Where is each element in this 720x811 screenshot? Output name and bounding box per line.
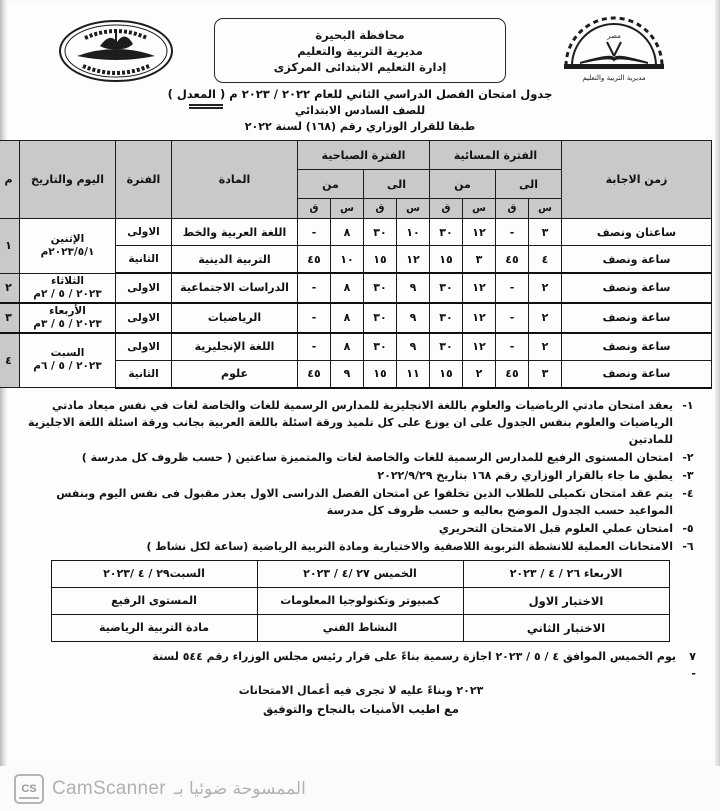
cell-subject: التربية الدينية (172, 246, 298, 274)
cell-morning-from-hour: ٨ (331, 219, 364, 246)
note-item (26, 449, 696, 466)
cell-row-number: ٤ (0, 333, 20, 388)
note-item (26, 485, 696, 519)
cell-answer-time: ساعة ونصف (562, 246, 712, 274)
cell-day: الأربعاء (49, 304, 86, 317)
note-text: الامتحانات العملية للانشطة التربوية اللاصفية والاختيارية ومادة التربية الرياضية (ساعة لكل نشاط ) (146, 539, 673, 553)
practical-table-row (51, 614, 669, 641)
cell-subject: الرياضيات (172, 303, 298, 333)
th-evening-from-minute: ق (430, 199, 463, 219)
exam-table-body (0, 219, 712, 388)
cell-evening-to-hour: ٢ (529, 333, 562, 361)
cell-row-number: ٢ (0, 273, 20, 303)
cell-morning-from-minute: ٤٥ (298, 360, 331, 388)
cell-evening-to-hour: ٢ (529, 303, 562, 333)
th-subject: المادة (172, 141, 298, 219)
cell-period: الثانية (116, 360, 172, 388)
camscanner-watermark (0, 766, 720, 811)
practical-date-header: السبت٢٩ / ٤ /٢٠٢٣ (51, 560, 257, 587)
th-number: م (0, 141, 20, 219)
cell-morning-to-minute: ١٥ (364, 360, 397, 388)
table-row (0, 219, 712, 246)
note-item (26, 520, 696, 537)
cell-evening-from-hour: ١٢ (463, 333, 496, 361)
closing-wish: مع اطيب الأمنيات بالنجاح والتوفيق (263, 701, 459, 716)
cell-morning-from-hour: ١٠ (331, 246, 364, 274)
cell-subject: اللغة الإنجليزية (172, 333, 298, 361)
cell-evening-to-hour: ٣ (529, 219, 562, 246)
cell-evening-from-hour: ١٢ (463, 303, 496, 333)
practical-cell: مادة التربية الرياضية (51, 614, 257, 641)
cell-subject: علوم (172, 360, 298, 388)
cell-morning-from-minute: - (298, 273, 331, 303)
note-index: ٣- (682, 468, 694, 482)
practical-exams-table-wrap (8, 560, 712, 642)
practical-cell: النشاط الفني (257, 614, 463, 641)
table-header-row-1 (0, 141, 712, 170)
cell-subject: اللغة العربية والخط (172, 219, 298, 246)
th-morning-to-hour: س (397, 199, 430, 219)
cell-morning-to-hour: ١٢ (397, 246, 430, 274)
camscanner-brand: CamScanner (52, 777, 166, 799)
note-item (26, 538, 696, 555)
th-period: الفترة (116, 141, 172, 219)
note-text: يتم عقد امتحان تكميلى للطلاب الذين تخلفوا عن امتحان الفصل الدراسى الاول بعذر مقبول فى نفس اليوم وبنفس المواعيد حسب الجدول الموضح بعاليه و حسب ظروف كل مدرسة (56, 486, 673, 517)
cell-day-date (20, 219, 116, 274)
cell-period: الاولى (116, 219, 172, 246)
document-subtitle (8, 87, 712, 133)
note-7 (26, 648, 696, 682)
cell-evening-to-minute: - (496, 303, 529, 333)
th-answer-time: زمن الاجابة (562, 141, 712, 219)
note-7-continued: ٢٠٢٣ وبناءً عليه لا تجرى فيه أعمال الامتحانات (238, 683, 484, 697)
cell-evening-from-minute: ١٥ (430, 360, 463, 388)
table-row (0, 273, 712, 303)
svg-text:مصر: مصر (607, 32, 621, 40)
cell-date: ٢٠٢٣ / ٥ / ٢م (33, 287, 102, 300)
th-evening-from: من (430, 170, 496, 199)
cell-evening-from-hour: ٢ (463, 360, 496, 388)
exam-schedule-table (0, 140, 712, 389)
th-morning-to: الى (364, 170, 430, 199)
cell-morning-from-minute: - (298, 219, 331, 246)
note-7-index: ٧ - (689, 649, 696, 680)
cell-answer-time: ساعة ونصف (562, 333, 712, 361)
camscanner-arabic-text: الممسوحة ضوئيا بـ (173, 778, 306, 799)
cell-morning-from-minute: ٤٥ (298, 246, 331, 274)
cell-evening-from-hour: ١٢ (463, 219, 496, 246)
cell-evening-to-hour: ٣ (529, 360, 562, 388)
th-morning-from-hour: س (331, 199, 364, 219)
cell-morning-from-hour: ٨ (331, 333, 364, 361)
practical-exams-table (51, 560, 670, 642)
note-item (26, 467, 696, 484)
camscanner-badge-icon: CS (14, 774, 44, 804)
th-morning-to-minute: ق (364, 199, 397, 219)
cell-morning-to-minute: ٣٠ (364, 303, 397, 333)
th-evening-to-hour: س (529, 199, 562, 219)
cell-day: الثلاثاء (50, 274, 85, 287)
amended-marker: ( المعدل ) (167, 87, 226, 101)
cell-evening-from-minute: ٣٠ (430, 219, 463, 246)
cell-day-date (20, 273, 116, 303)
ministry-emblem-logo (544, 12, 684, 88)
note-index: ٥- (682, 521, 694, 535)
th-evening-from-hour: س (463, 199, 496, 219)
th-morning-from-minute: ق (298, 199, 331, 219)
th-morning-period: الفترة الصباحية (298, 141, 430, 170)
cell-morning-from-minute: - (298, 333, 331, 361)
note-text: امتحان المستوى الرفيع للمدارس الرسمية للغات والخاصة لغات والمتميزة ساعتين ( حسب ظروف كل مدرسة ) (81, 450, 673, 464)
note-text: يعقد امتحان مادتي الرياضيات والعلوم باللغة الانجليزية للمدارس الرسمية للغات والخاصة لغات في نفس ميعاد مادتي الرياضيات والعلوم بنفس الجدول على ان يوزع على كل تلميذ ورقة اسئلة باللغة العربية بجانب ورقة اسئلة اللغة الاجليزية للمادتين (28, 398, 673, 446)
note-index: ٤- (682, 486, 694, 500)
cell-day-date (20, 333, 116, 388)
exam-schedule-title: جدول امتحان الفصل الدراسي الثاني للعام ٢٠٢٢ / ٢٠٢٣ م (229, 87, 553, 101)
document-footer (26, 648, 696, 718)
practical-cell: كمبيوتر وتكنولوجيا المعلومات (257, 587, 463, 614)
cell-evening-from-hour: ١٢ (463, 273, 496, 303)
logo-right-caption: مديرية التربية والتعليم (582, 74, 646, 82)
cell-period: الاولى (116, 333, 172, 361)
cell-date: ٢٠٢٣/٥/١م (40, 245, 95, 258)
directorate-oval-logo (55, 16, 177, 86)
cell-period: الاولى (116, 303, 172, 333)
cell-evening-from-minute: ٣٠ (430, 333, 463, 361)
grade-line: للصف السادس الابتدائي (294, 104, 426, 117)
th-evening-to-minute: ق (496, 199, 529, 219)
cell-morning-to-minute: ١٥ (364, 246, 397, 274)
cell-morning-to-minute: ٣٠ (364, 333, 397, 361)
note-index: ١- (682, 398, 694, 412)
cell-morning-from-hour: ٨ (331, 303, 364, 333)
cell-morning-to-hour: ٩ (397, 303, 430, 333)
cell-morning-to-hour: ٩ (397, 333, 430, 361)
cell-answer-time: ساعة ونصف (562, 360, 712, 388)
cell-morning-to-hour: ١١ (397, 360, 430, 388)
practical-header-row (51, 560, 669, 587)
cell-morning-from-hour: ٩ (331, 360, 364, 388)
cell-evening-to-minute: - (496, 333, 529, 361)
cell-evening-from-minute: ٣٠ (430, 273, 463, 303)
cell-answer-time: ساعة ونصف (562, 303, 712, 333)
th-day-date: اليوم والتاريخ (20, 141, 116, 219)
notes-list (26, 397, 696, 555)
document-sheet (4, 4, 712, 766)
practical-cell: المستوى الرفيع (51, 587, 257, 614)
note-text: امتحان عملي العلوم قبل الامتحان التحريري (438, 521, 673, 535)
document-header (8, 4, 712, 86)
org-line-governorate: محافظة البحيرة (315, 27, 405, 42)
cell-evening-to-hour: ٢ (529, 273, 562, 303)
cell-morning-to-hour: ٩ (397, 273, 430, 303)
cell-evening-to-minute: ٤٥ (496, 360, 529, 388)
note-index: ٦- (682, 539, 694, 553)
cell-evening-to-hour: ٤ (529, 246, 562, 274)
org-line-directorate: مديرية التربية والتعليم (297, 43, 423, 58)
cell-row-number: ١ (0, 219, 20, 274)
practical-row-label: الاختبار الاول (463, 587, 669, 614)
cell-evening-from-minute: ١٥ (430, 246, 463, 274)
cell-date: ٢٠٢٣ / ٥ / ٦م (33, 360, 102, 373)
cell-morning-to-hour: ١٠ (397, 219, 430, 246)
scan-edge-right (715, 0, 720, 770)
cell-morning-from-minute: - (298, 303, 331, 333)
cell-day: السبت (50, 347, 85, 360)
cell-period: الاولى (116, 273, 172, 303)
cell-morning-to-minute: ٣٠ (364, 219, 397, 246)
cell-morning-from-hour: ٨ (331, 273, 364, 303)
cell-day: الإثنين (50, 232, 85, 245)
note-index: ٢- (682, 450, 694, 464)
cell-evening-to-minute: ٤٥ (496, 246, 529, 274)
org-line-administration: إدارة التعليم الابتدائى المركزى (273, 59, 447, 74)
practical-date-header: الاربعاء ٢٦ / ٤ / ٢٠٢٣ (463, 560, 669, 587)
cell-answer-time: ساعتان ونصف (562, 219, 712, 246)
practical-date-header: الخميس ٢٧ /٤ / ٢٠٢٣ (257, 560, 463, 587)
note-item (26, 397, 696, 448)
cell-date: ٢٠٢٣ / ٥ / ٣م (33, 317, 102, 330)
note-7-text: يوم الخميس الموافق ٤ / ٥ / ٢٠٢٣ اجازة رسمية بناءً على قرار رئيس مجلس الوزراء رقم ٥٤٤ لسنة (152, 649, 676, 663)
cell-morning-to-minute: ٣٠ (364, 273, 397, 303)
cell-evening-to-minute: - (496, 273, 529, 303)
cell-subject: الدراسات الاجتماعية (172, 273, 298, 303)
th-morning-from: من (298, 170, 364, 199)
th-evening-period: الفترة المسائية (430, 141, 562, 170)
cell-evening-from-hour: ٣ (463, 246, 496, 274)
org-title-box (214, 18, 506, 83)
table-row (0, 333, 712, 361)
cell-answer-time: ساعة ونصف (562, 273, 712, 303)
th-evening-to: الى (496, 170, 562, 199)
cell-evening-to-minute: - (496, 219, 529, 246)
cell-day-date (20, 303, 116, 333)
cell-period: الثانية (116, 246, 172, 274)
cell-evening-from-minute: ٣٠ (430, 303, 463, 333)
practical-table-row (51, 587, 669, 614)
practical-row-label: الاختبار الثاني (463, 614, 669, 641)
table-row (0, 303, 712, 333)
practical-exams-body (51, 560, 669, 641)
cell-row-number: ٣ (0, 303, 20, 333)
decree-line: طبقا للقرار الوزاري رقم (١٦٨) لسنة ٢٠٢٢ (244, 120, 476, 133)
note-text: يطبق ما جاء بالقرار الوزاري رقم ١٦٨ بتاريخ ٢٠٢٢/٩/٢٩ (377, 468, 673, 482)
